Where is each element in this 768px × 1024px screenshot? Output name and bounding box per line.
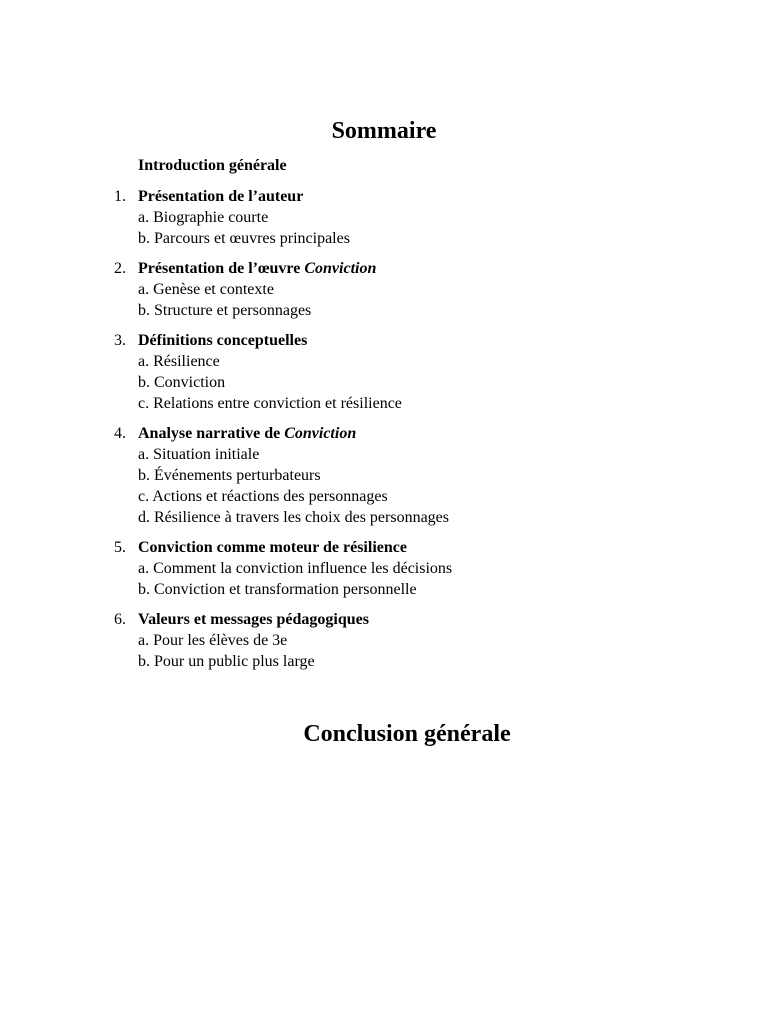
subsection-list (138, 558, 710, 600)
section-heading (138, 609, 710, 630)
page-title: Sommaire (331, 118, 437, 144)
toc-section (110, 330, 710, 414)
section-title-italic: Conviction (304, 260, 377, 277)
subsection-item: a. Genèse et contexte (138, 281, 274, 298)
section-title: Conviction comme moteur de résilience (138, 539, 407, 556)
subsection-item: b. Conviction et transformation personnelle (138, 581, 417, 598)
subsection-list (138, 351, 710, 414)
subsection-item: b. Structure et personnages (138, 302, 312, 319)
subsection-item: a. Biographie courte (138, 209, 269, 226)
section-title-italic: Conviction (284, 425, 357, 442)
section-heading (138, 537, 710, 558)
toc-section (110, 258, 710, 321)
subsection-item: c. Actions et réactions des personnages (138, 488, 388, 505)
subsection-item: b. Conviction (138, 374, 226, 391)
section-number: 2. (114, 260, 126, 277)
section-title: Analyse narrative de (138, 425, 285, 442)
table-of-contents (110, 186, 710, 681)
subsection-item: c. Relations entre conviction et résilience (138, 395, 402, 412)
section-number: 5. (114, 539, 126, 556)
conclusion-heading: Conclusion générale (303, 721, 511, 747)
toc-section (110, 537, 710, 600)
toc-section (110, 423, 710, 528)
intro-heading: Introduction générale (138, 157, 287, 174)
subsection-item: b. Événements perturbateurs (138, 467, 321, 484)
subsection-item: a. Pour les élèves de 3e (138, 632, 288, 649)
section-title: Définitions conceptuelles (138, 332, 308, 349)
subsection-list (138, 207, 710, 249)
section-number: 3. (114, 332, 126, 349)
section-title: Présentation de l’œuvre (138, 260, 305, 277)
toc-section (110, 609, 710, 672)
subsection-item: a. Comment la conviction influence les décisions (138, 560, 453, 577)
section-number: 6. (114, 611, 126, 628)
subsection-item: d. Résilience à travers les choix des personnages (138, 509, 450, 526)
section-heading (138, 186, 710, 207)
subsection-list (138, 630, 710, 672)
subsection-list (138, 444, 710, 528)
section-number: 1. (114, 188, 126, 205)
section-heading (138, 423, 710, 444)
subsection-item: a. Situation initiale (138, 446, 260, 463)
subsection-item: b. Pour un public plus large (138, 653, 315, 670)
subsection-item: a. Résilience (138, 353, 220, 370)
section-number: 4. (114, 425, 126, 442)
subsection-item: b. Parcours et œuvres principales (138, 230, 350, 247)
section-title: Présentation de l’auteur (138, 188, 304, 205)
subsection-list (138, 279, 710, 321)
section-heading (138, 330, 710, 351)
section-heading (138, 258, 710, 279)
toc-section (110, 186, 710, 249)
section-title: Valeurs et messages pédagogiques (138, 611, 369, 628)
